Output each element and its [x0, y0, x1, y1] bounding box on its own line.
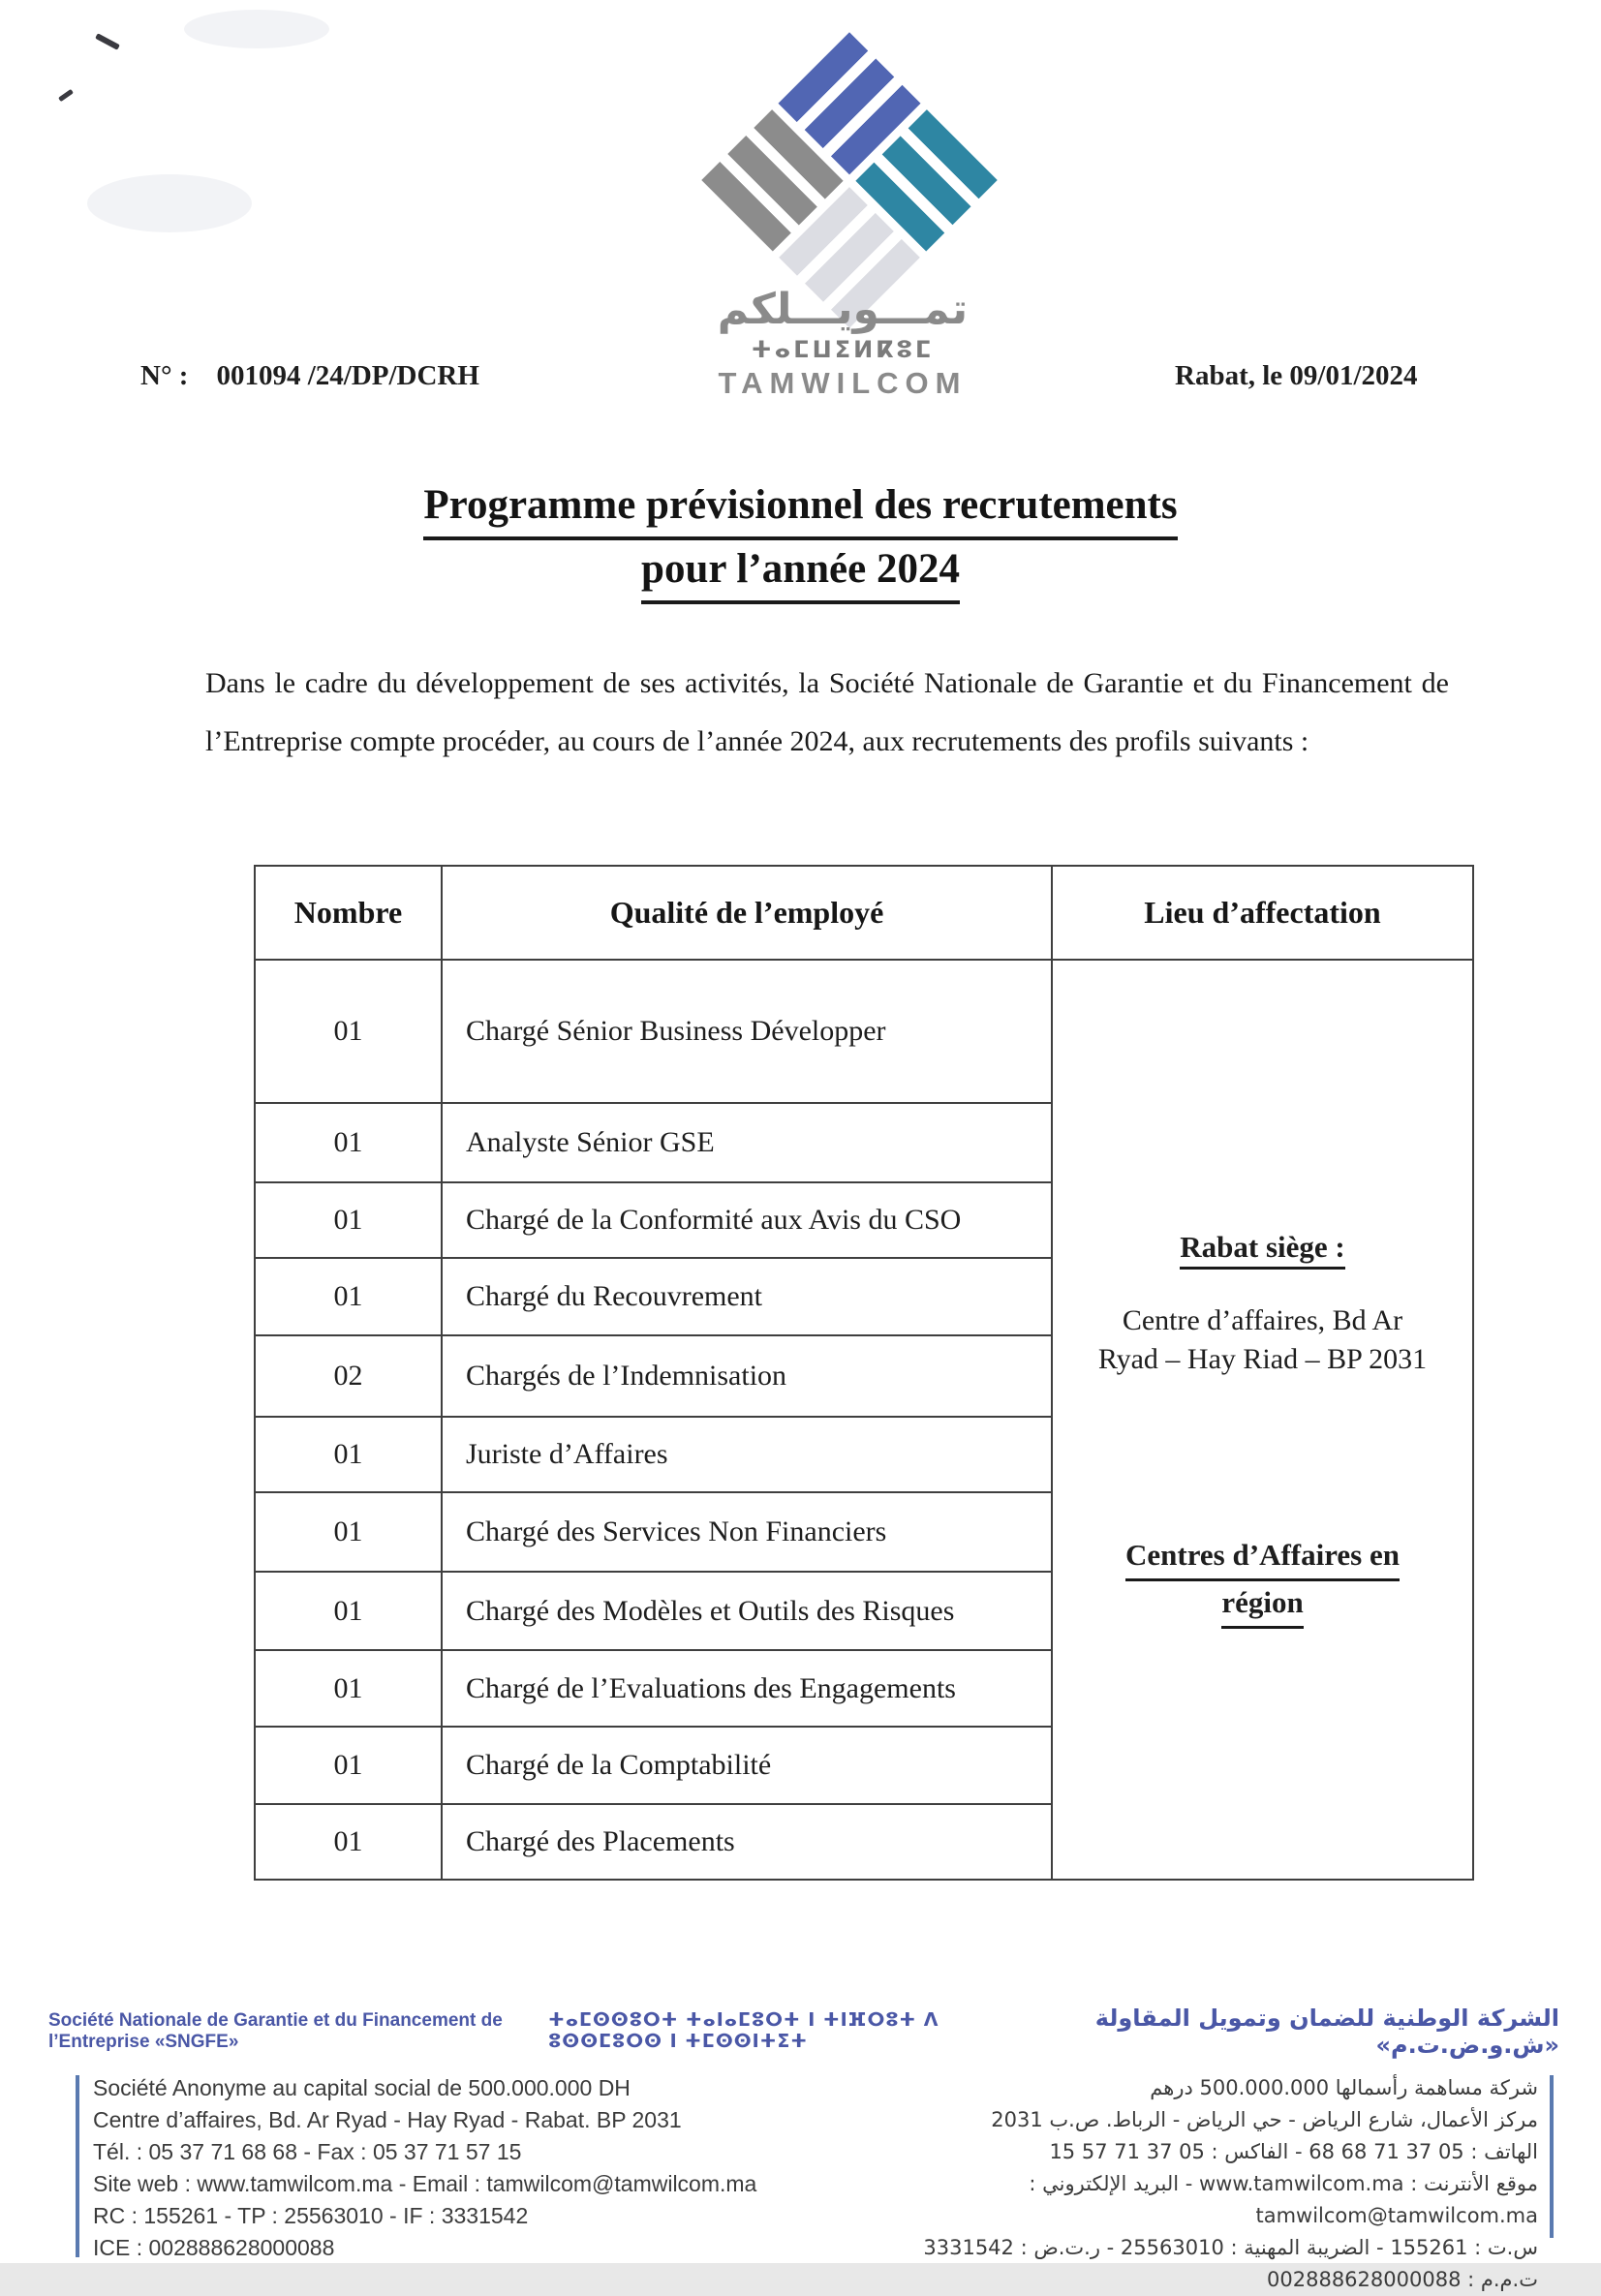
footer-french-block — [93, 2072, 771, 2264]
cell-qualite: Analyste Sénior GSE — [442, 1103, 1052, 1182]
cell-qualite: Chargés de l’Indemnisation — [442, 1335, 1052, 1417]
cell-qualite: Chargé des Modèles et Outils des Risques — [442, 1572, 1052, 1650]
footer-band-tifinagh: ⵜⴰⵎⵙⵙⵓⵔⵜ ⵜⴰⵏⴰⵎⵓⵔⵜ ⵏ ⵜⵏⴼⵔⵓⵜ ⴷ ⵓⵙⵙⵎⵓⵔⵙ ⵏ ⵜⵎⵙⵙⵏⵜⵉⵜ — [548, 2009, 939, 2052]
cell-qualite: Chargé de la Conformité aux Avis du CSO — [442, 1182, 1052, 1258]
cell-nombre: 01 — [255, 1103, 442, 1182]
reference-number: 001094 /24/DP/DCRH — [216, 360, 479, 391]
scan-smudge — [87, 174, 252, 232]
lieu-rabat-heading: Rabat siège : — [1053, 1230, 1472, 1270]
footer-arabic-block — [833, 2072, 1538, 2296]
cell-nombre: 01 — [255, 1572, 442, 1650]
cell-nombre: 01 — [255, 1258, 442, 1335]
logo-latin-name: TAMWILCOM — [718, 366, 968, 400]
cell-nombre: 01 — [255, 1804, 442, 1880]
cell-nombre: 01 — [255, 1650, 442, 1727]
intro-paragraph: Dans le cadre du développement de ses activités, la Société Nationale de Garantie et du Financement de l’Entreprise compte procéder, au cours de l’année 2024, aux recrutements des profils suivants : — [205, 667, 1449, 757]
logo-arabic-name: تمـــويـــلكم — [717, 285, 969, 334]
logo-tifinagh-name: ⵜⴰⵎⵡⵉⵍⴽⵓⵎ — [751, 336, 935, 363]
cell-qualite: Juriste d’Affaires — [442, 1417, 1052, 1492]
footer-ar-ice: ت.م.م : 002888628000088 — [1267, 2268, 1538, 2291]
footer-ar-address: مركز الأعمال، شارع الرياض - حي الرياض - الرباط. ص.ب 2031 — [991, 2108, 1538, 2131]
lieu-rabat-address: Centre d’affaires, Bd Ar Ryad – Hay Riad – BP 2031 — [1097, 1304, 1428, 1375]
cell-qualite: Chargé des Placements — [442, 1804, 1052, 1880]
cell-nombre: 01 — [255, 1492, 442, 1572]
date-line: Rabat, le 09/01/2024 — [1175, 360, 1418, 391]
reference-label: N° : — [140, 360, 189, 391]
reference-line — [140, 360, 479, 392]
footer-divider-right — [1550, 2075, 1554, 2238]
cell-nombre: 01 — [255, 1182, 442, 1258]
cell-qualite: Chargé du Recouvrement — [442, 1258, 1052, 1335]
cell-nombre: 01 — [255, 1727, 442, 1804]
cell-nombre: 02 — [255, 1335, 442, 1417]
footer-fr-ice: ICE : 002888628000088 — [93, 2235, 335, 2260]
footer-ar-web: موقع الأنترنت : www.tamwilcom.ma - البريد الإلكتروني : tamwilcom@tamwilcom.ma — [1029, 2172, 1538, 2227]
footer-divider-left — [76, 2075, 79, 2257]
footer-fr-rc: RC : 155261 - TP : 25563010 - IF : 3331542 — [93, 2203, 529, 2228]
header-nombre: Nombre — [255, 866, 442, 960]
scan-smudge — [184, 10, 329, 48]
footer-fr-capital: Société Anonyme au capital social de 500.000.000 DH — [93, 2075, 631, 2100]
cell-qualite: Chargé de l’Evaluations des Engagements — [442, 1650, 1052, 1727]
cell-qualite: Chargé de la Comptabilité — [442, 1727, 1052, 1804]
tamwilcom-logo-icon — [701, 32, 997, 327]
footer-band-arabic: الشركة الوطنية للضمان وتمويل المقاولة «ش.و.ض.ت.م» — [1094, 2005, 1559, 2059]
footer-band-french: Société Nationale de Garantie et du Financement de l’Entreprise «SNGFE» — [48, 2010, 503, 2052]
recruitment-table — [254, 865, 1474, 1881]
footer-brand-band — [48, 2005, 1559, 2059]
table-row — [255, 960, 1473, 1103]
pen-mark — [58, 89, 74, 102]
footer-ar-rc: س.ت : 155261 - الضريبة المهنية : 25563010 - ر.ت.ض : 3331542 — [923, 2236, 1538, 2259]
title-line-1: Programme prévisionnel des recrutements — [423, 476, 1177, 540]
footer-ar-phone: الهاتف : 05 37 71 68 68 - الفاكس : 05 37 71 57 15 — [1049, 2140, 1538, 2163]
cell-qualite: Chargé des Services Non Financiers — [442, 1492, 1052, 1572]
footer-fr-address: Centre d’affaires, Bd. Ar Ryad - Hay Ryad - Rabat. BP 2031 — [93, 2107, 682, 2132]
pen-mark — [95, 33, 120, 50]
cell-lieu-affectation — [1052, 960, 1473, 1880]
cell-nombre: 01 — [255, 960, 442, 1103]
document-title — [0, 476, 1601, 604]
footer-ar-capital: شركة مساهمة رأسمالها 500.000.000 درهم — [1150, 2076, 1538, 2099]
lieu-region-heading: Centres d’Affaires en région — [1053, 1534, 1472, 1629]
footer-fr-phone: Tél. : 05 37 71 68 68 - Fax : 05 37 71 57 15 — [93, 2139, 522, 2164]
cell-nombre: 01 — [255, 1417, 442, 1492]
table-header-row — [255, 866, 1473, 960]
logo-wordmark — [552, 287, 1133, 401]
title-line-2: pour l’année 2024 — [641, 540, 960, 604]
header-qualite: Qualité de l’employé — [442, 866, 1052, 960]
footer-fr-web: Site web : www.tamwilcom.ma - Email : tamwilcom@tamwilcom.ma — [93, 2171, 757, 2196]
cell-qualite: Chargé Sénior Business Développer — [442, 960, 1052, 1103]
header-affectation: Lieu d’affectation — [1052, 866, 1473, 960]
